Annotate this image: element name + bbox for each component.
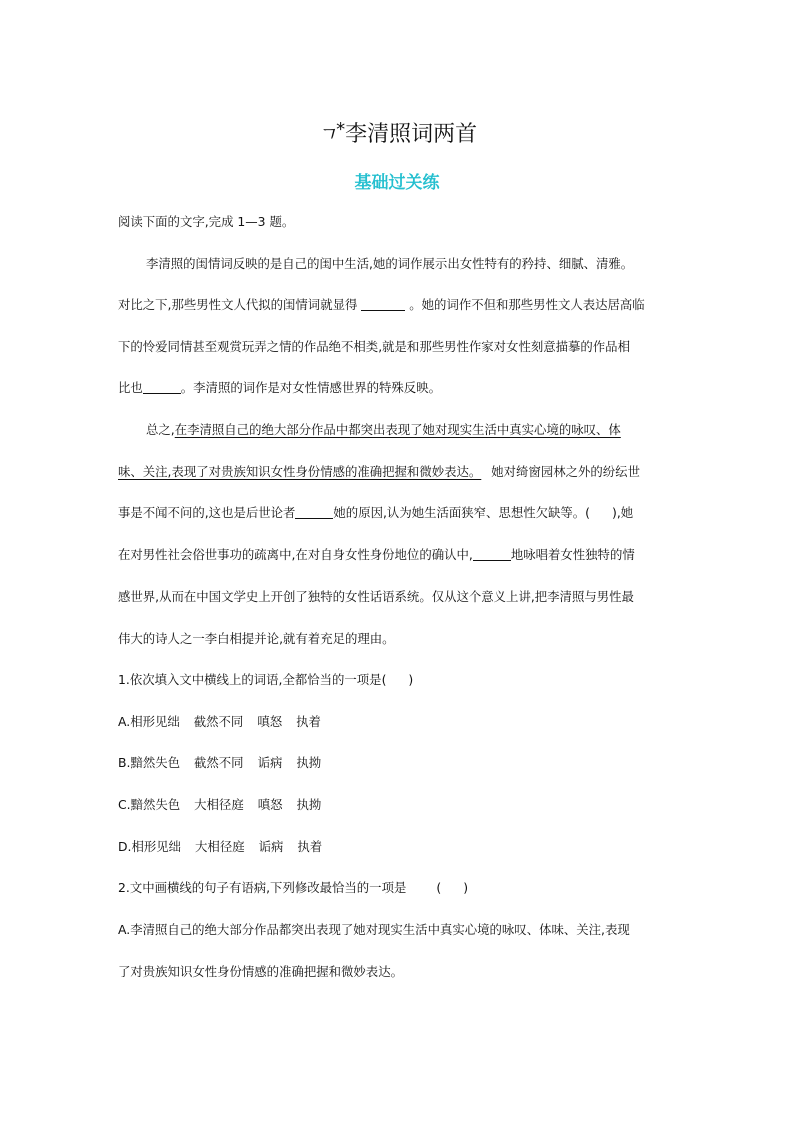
passage-p2-line5: 感世界,从而在中国文学史上开创了独特的女性话语系统。仅从这个意义上讲,把李清照与男性最 [118, 589, 634, 604]
title-text: 李清照词两首 [345, 122, 478, 147]
document-title [0, 114, 794, 151]
question-1-option-d[interactable]: D.相形见绌 大相径庭 诟病 执着 [118, 839, 323, 854]
instruction: 阅读下面的文字,完成 1—3 题。 [118, 214, 295, 229]
question-1-option-a[interactable]: A.相形见绌 截然不同 嗔怒 执着 [118, 714, 321, 729]
passage-p2-line3: 事是不闻不问的,这也是后世论者 她的原因,认为她生活面狭窄、思想性欠缺等。( ),她 [118, 505, 634, 520]
passage-p1-line1: 李清照的闺情词反映的是自己的闺中生活,她的词作展示出女性特有的矜持、细腻、清雅。 [146, 256, 634, 271]
passage-p2-line4: 在对男性社会俗世事功的疏离中,在对自身女性身份地位的确认中, 地咏唱着女性独特的情 [118, 547, 635, 562]
passage-p1-line4: 比也 。李清照的词作是对女性情感世界的特殊反映。 [118, 380, 441, 395]
question-1-option-c[interactable]: C.黯然失色 大相径庭 嗔怒 执拗 [118, 797, 322, 812]
passage-p2-line6: 伟大的诗人之一李白相提并论,就有着充足的理由。 [118, 631, 395, 646]
question-2-stem: 2.文中画横线的句子有语病,下列修改最恰当的一项是 ( ) [118, 880, 469, 895]
question-2-option-a-line1[interactable]: A.李清照自己的绝大部分作品都突出表现了她对现实生活中真实心境的咏叹、体味、关注,表现 [118, 922, 630, 937]
fill-blank-4 [473, 547, 511, 561]
question-1-option-b[interactable]: B.黯然失色 截然不同 诟病 执拗 [118, 755, 322, 770]
title-mark: ㄱ [316, 122, 337, 146]
title-star: * [336, 119, 346, 140]
question-1-stem: 1.依次填入文中横线上的词语,全都恰当的一项是( ) [118, 672, 414, 687]
question-2-option-a-line2[interactable]: 了对贵族知识女性身份情感的准确把握和微妙表达。 [118, 964, 403, 979]
section-heading: 基础过关练 [354, 173, 440, 193]
passage-p1-line3: 下的怜爱同情甚至观赏玩弄之情的作品绝不相类,就是和那些男性作家对女性刻意描摹的作品相 [118, 339, 630, 354]
underlined-sentence-part1: 在李清照自己的绝大部分作品中都突出表现了她对现实生活中真实心境的咏叹、体 [174, 422, 621, 437]
fill-blank-3 [295, 505, 333, 519]
passage-p2-line2: 味、关注,表现了对贵族知识女性身份情感的准确把握和微妙表达。 她对绮窗园林之外的纷纭世 [118, 464, 640, 479]
fill-blank-1 [361, 297, 405, 311]
passage-p1-line2: 对比之下,那些男性文人代拟的闺情词就显得 。她的词作不但和那些男性文人表达居高临 [118, 297, 645, 312]
underlined-sentence-part2: 味、关注,表现了对贵族知识女性身份情感的准确把握和微妙表达。 [118, 464, 482, 479]
passage-p2-line1: 总之,在李清照自己的绝大部分作品中都突出表现了她对现实生活中真实心境的咏叹、体 [146, 422, 621, 437]
fill-blank-2 [143, 380, 181, 394]
